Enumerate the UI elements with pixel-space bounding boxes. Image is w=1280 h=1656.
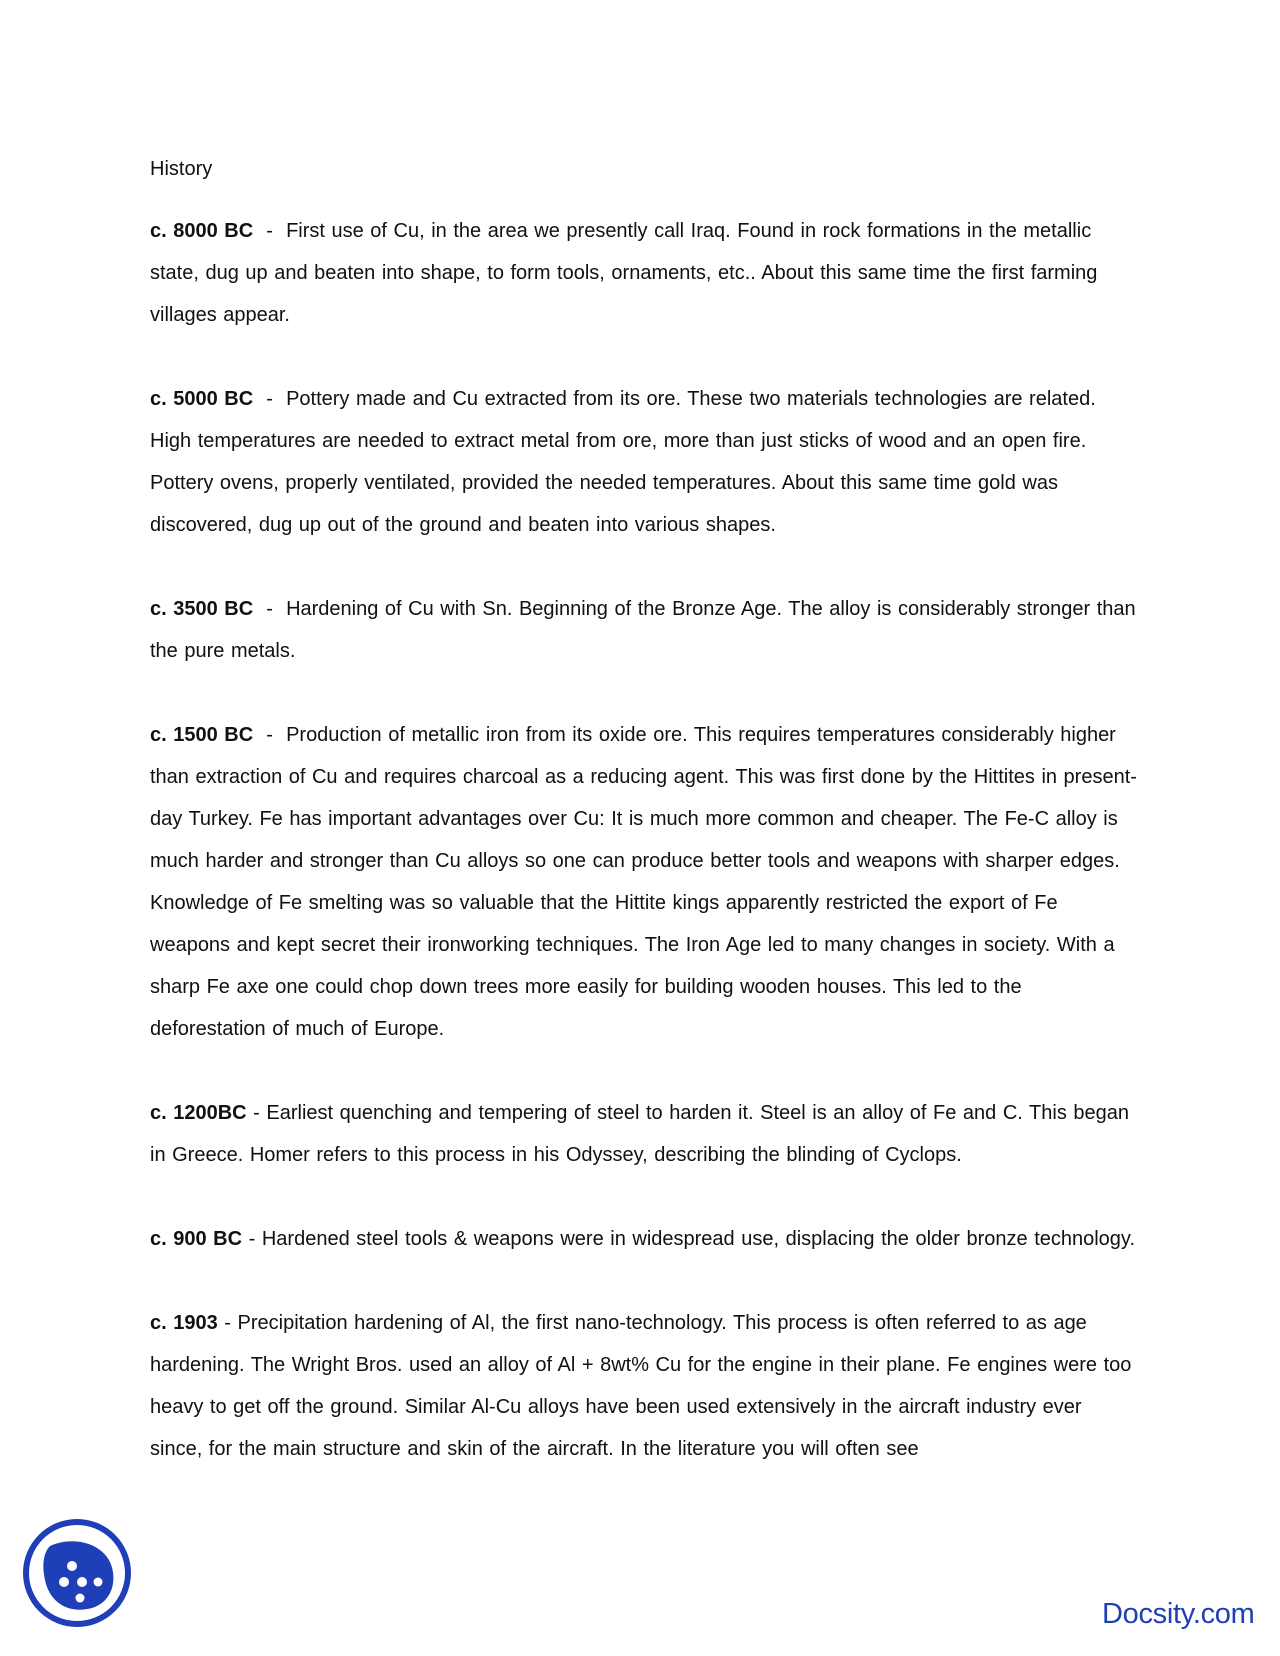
entry-date: c. 8000 BC: [150, 220, 254, 242]
docsity-logo-icon[interactable]: [22, 1518, 132, 1628]
timeline-entry: [150, 210, 1140, 336]
timeline-entry: [150, 1092, 1140, 1176]
page-heading: History: [150, 158, 213, 180]
entry-separator: -: [253, 724, 287, 746]
entry-date: c. 1500 BC: [150, 724, 254, 746]
entry-text: Production of metallic iron from its oxide ore. This requires temperatures considerably higher than extraction of Cu and requires charcoal as a reducing agent. This was first done by the Hittites in present-day Turkey. Fe has important advantages over Cu: It is much more common and cheaper. The Fe-C alloy is much harder and stronger than Cu alloys so one can produce better tools and weapons with sharper edges. Knowledge of Fe smelting was so valuable that the Hittite kings apparently restricted the export of Fe weapons and kept secret their ironworking techniques. The Iron Age led to many changes in society. With a sharp Fe axe one could chop down trees more easily for building wooden houses. This led to the deforestation of much of Europe.: [150, 724, 1137, 1040]
entry-text: First use of Cu, in the area we presently call Iraq. Found in rock formations in the metallic state, dug up and beaten into shape, to form tools, ornaments, etc.. About this same time the first farming villages appear.: [150, 220, 1098, 326]
timeline-entry: [150, 1218, 1140, 1260]
entry-date: c. 5000 BC: [150, 388, 254, 410]
entry-text: Pottery made and Cu extracted from its ore. These two materials technologies are related. High temperatures are needed to extract metal from ore, more than just sticks of wood and an open fire. Pottery ovens, properly ventilated, provided the needed temperatures. About this same time gold was discovered, dug up out of the ground and beaten into various shapes.: [150, 388, 1096, 536]
timeline-entry: [150, 1302, 1140, 1470]
entry-date: c. 1200BC: [150, 1102, 247, 1124]
document-body: [150, 148, 1140, 1512]
docsity-brand-link[interactable]: Docsity.com: [1102, 1598, 1255, 1630]
docsity-logo-graphic: [22, 1518, 132, 1628]
entry-date: c. 3500 BC: [150, 598, 254, 620]
entry-separator: -: [253, 388, 287, 410]
entry-separator: -: [242, 1228, 262, 1250]
entry-text: Hardened steel tools & weapons were in widespread use, displacing the older bronze technology.: [261, 1228, 1135, 1250]
entry-separator: -: [217, 1312, 238, 1334]
timeline-entry: [150, 714, 1140, 1050]
entry-separator: -: [253, 220, 287, 242]
entry-date: c. 900 BC: [150, 1228, 243, 1250]
entry-date: c. 1903: [150, 1312, 218, 1334]
entry-text: Precipitation hardening of Al, the first nano-technology. This process is often referred to as age hardening. The Wright Bros. used an alloy of Al + 8wt% Cu for the engine in their plane. Fe engines were too heavy to get off the ground. Similar Al-Cu alloys have been used extensively in the aircraft industry ever since, for the main structure and skin of the aircraft. In the literature you will often see: [150, 1312, 1132, 1460]
timeline-entry: [150, 378, 1140, 546]
entry-separator: -: [253, 598, 287, 620]
entry-text: Hardening of Cu with Sn. Beginning of the Bronze Age. The alloy is considerably stronger than the pure metals.: [150, 598, 1136, 662]
entry-text: Earliest quenching and tempering of steel to harden it. Steel is an alloy of Fe and C. This began in Greece. Homer refers to this process in his Odyssey, describing the blinding of Cyclops.: [150, 1102, 1129, 1166]
timeline-entry: [150, 588, 1140, 672]
entry-separator: -: [246, 1102, 267, 1124]
